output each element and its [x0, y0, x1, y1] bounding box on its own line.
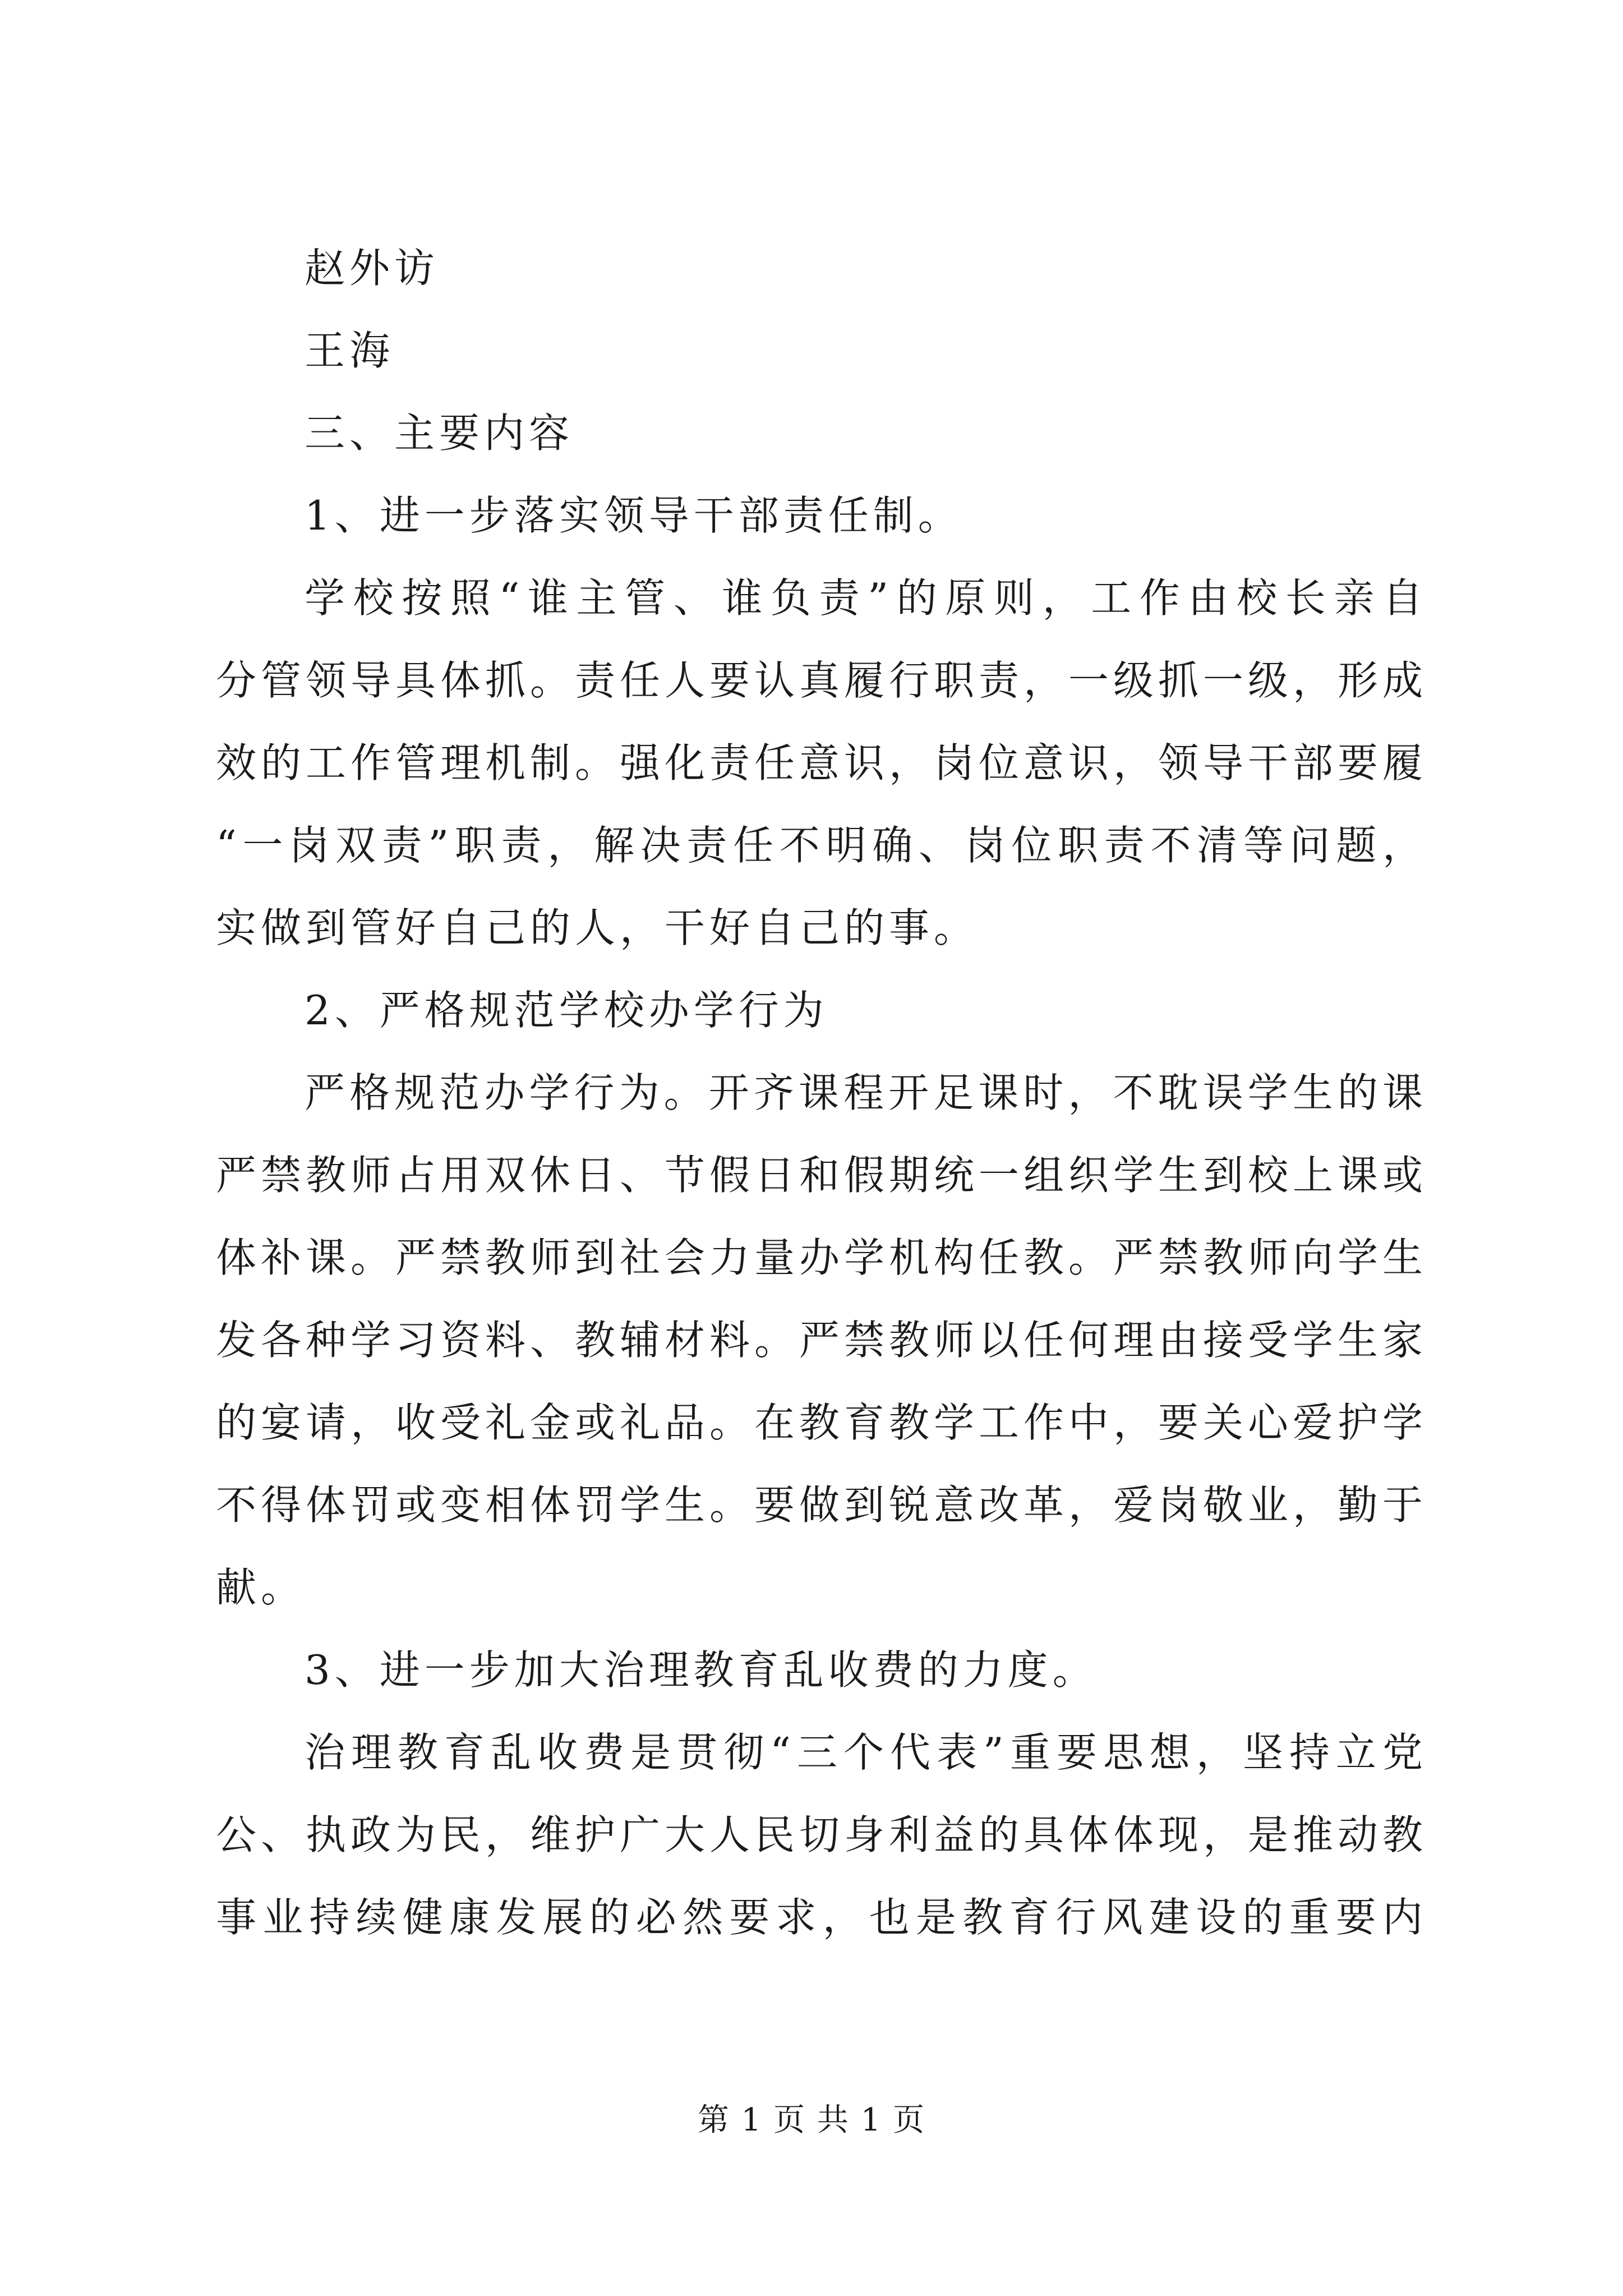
- document-body: [216, 227, 1427, 1959]
- text-line: 公、执政为民，维护广大人民切身利益的具体体现，是推动教: [216, 1811, 1427, 1858]
- text-line: 效的工作管理机制。强化责任意识，岗位意识，领导干部要履: [216, 739, 1427, 786]
- text-line: “一岗双责”职责，解决责任不明确、岗位职责不清等问题，: [216, 822, 1427, 869]
- text-line: 3、进一步加大治理教育乱收费的力度。: [305, 1646, 1098, 1694]
- text-line: 发各种学习资料、教辅材料。严禁教师以任何理由接受学生家: [216, 1317, 1427, 1364]
- text-line: 献。: [216, 1564, 306, 1611]
- text-line: 三、主要内容: [305, 409, 574, 457]
- page-footer: 第 1 页 共 1 页: [697, 2102, 926, 2138]
- text-line: 2、严格规范学校办学行为: [305, 987, 828, 1034]
- text-line: 的宴请，收受礼金或礼品。在教育教学工作中，要关心爱护学: [216, 1399, 1427, 1446]
- text-line: 王海: [305, 327, 395, 374]
- text-line: 严格规范办学行为。开齐课程开足课时，不耽误学生的课: [305, 1069, 1427, 1116]
- text-line: 分管领导具体抓。责任人要认真履行职责，一级抓一级，形成: [216, 657, 1427, 704]
- text-line: 治理教育乱收费是贯彻“三个代表”重要思想，坚持立党: [305, 1729, 1427, 1776]
- text-line: 体补课。严禁教师到社会力量办学机构任教。严禁教师向学生: [216, 1234, 1427, 1281]
- text-line: 事业持续健康发展的必然要求，也是教育行风建设的重要内: [216, 1894, 1427, 1941]
- text-line: 严禁教师占用双休日、节假日和假期统一组织学生到校上课或: [216, 1152, 1427, 1199]
- text-line: 不得体罚或变相体罚学生。要做到锐意改革，爱岗敬业，勤于: [216, 1481, 1427, 1529]
- text-line: 赵外访: [305, 245, 440, 292]
- text-line: 实做到管好自己的人，干好自己的事。: [216, 904, 979, 951]
- text-line: 1、进一步落实领导干部责任制。: [305, 492, 963, 539]
- text-line: 学校按照“谁主管、谁负责”的原则，工作由校长亲自: [305, 574, 1427, 622]
